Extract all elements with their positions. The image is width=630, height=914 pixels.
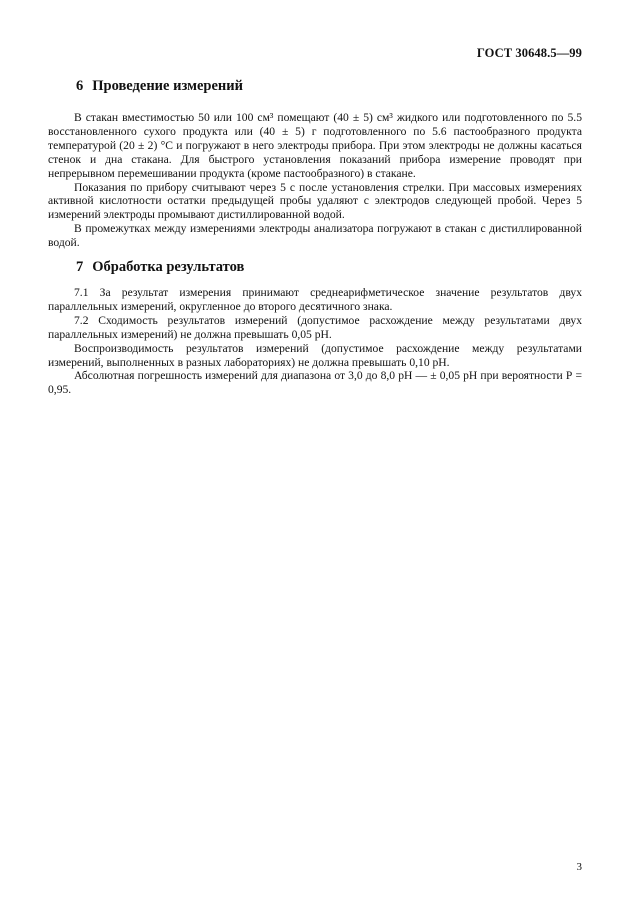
section-7-title: Обработка результатов — [92, 259, 245, 275]
section-7-heading — [76, 259, 244, 276]
section-7-paragraph: 7.1 За результат измерения принимают среднеарифметическое значение результатов двух параллельных измерений, округленное до второго десятичного знака. — [48, 286, 582, 313]
section-7-paragraph: Абсолютная погрешность измерений для диапазона от 3,0 до 8,0 рН — ± 0,05 рН при вероятности Р = 0,95. — [48, 369, 582, 397]
section-6-text — [48, 111, 582, 250]
document-header: ГОСТ 30648.5—99 — [476, 46, 582, 60]
section-6-paragraph: В стакан вместимостью 50 или 100 см³ помещают (40 ± 5) см³ жидкого или подготовленного по 5.5 восстановленного сухого продукта или (40 ± 5) г подготовленного по 5.6 пастообразного продукта температурой (20 ± 2) °С и погружают в него электроды прибора. При этом электроды не должны касаться стенок и дна стакана. Для быстрого установления показаний прибора измерение проводят при непрерывном перемешивании продукта (кроме пастообразного) в стакане. — [48, 111, 582, 180]
section-6-paragraph: Показания по прибору считывают через 5 с после установления стрелки. При массовых измерениях активной кислотности остатки предыдущей пробы удаляют с электродов следующей пробой. Через 5 измерений электроды промывают дистиллированной водой. — [48, 180, 582, 222]
section-7-number: 7 — [76, 259, 84, 275]
section-7-paragraph: 7.2 Сходимость результатов измерений (допустимое расхождение между результатами двух параллельных измерений) не должна превышать 0,05 рН. — [48, 313, 582, 341]
section-6-paragraph: В промежутках между измерениями электроды анализатора погружают в стакан с дистиллированной водой. — [48, 222, 582, 250]
section-6-heading — [76, 78, 243, 95]
section-7-text — [48, 286, 582, 397]
section-7-paragraph: Воспроизводимость результатов измерений (допустимое расхождение между результатами измерений, выполненных в разных лабораториях) не должна превышать 0,10 рН. — [48, 341, 582, 369]
section-6-title: Проведение измерений — [92, 78, 243, 94]
page-number: 3 — [576, 861, 582, 873]
section-6-number: 6 — [76, 78, 84, 94]
